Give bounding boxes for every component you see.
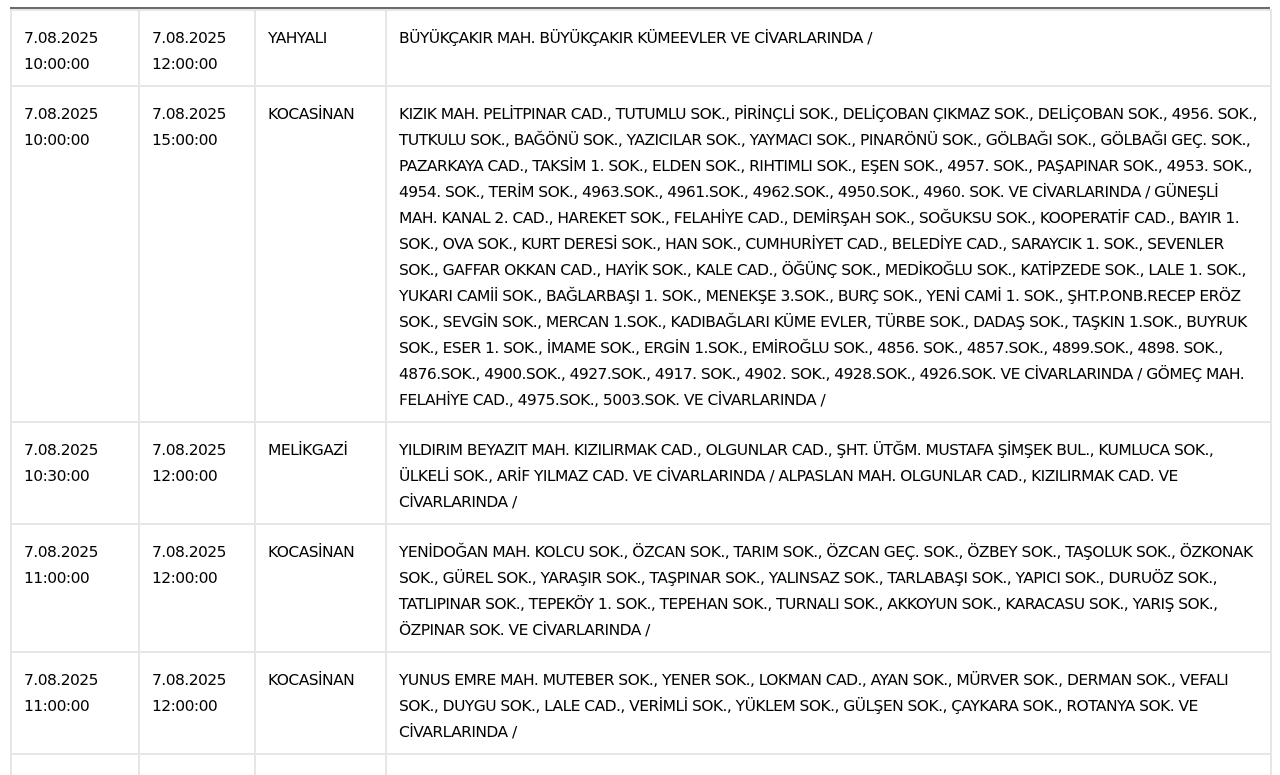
start-datetime-cell <box>11 86 139 422</box>
power-outage-table <box>10 9 1272 775</box>
end-date: 7.08.2025 <box>152 105 226 123</box>
start-time: 10:00:00 <box>24 131 90 149</box>
start-datetime-cell <box>11 422 139 524</box>
start-date: 7.08.2025 <box>24 543 98 561</box>
end-datetime-cell <box>139 652 255 754</box>
start-time: 11:00:00 <box>24 697 90 715</box>
table-row <box>11 10 1271 86</box>
affected-streets-cell: YILDIRIM BEYAZIT MAH. KIZILIRMAK CAD., OLGUNLAR CAD., ŞHT. ÜTĞM. MUSTAFA ŞİMŞEK BUL., KUMLUCA SOK., ÜLKELİ SOK., ARİF YILMAZ CAD. VE CİVARLARINDA / ALPASLAN MAH. OLGUNLAR CAD., KIZILIRMAK CAD. VE CİVARLARINDA / <box>386 422 1271 524</box>
empty-cell <box>11 754 139 775</box>
affected-streets-cell: KIZIK MAH. PELİTPINAR CAD., TUTUMLU SOK., PİRİNÇLİ SOK., DELİÇOBAN ÇIKMAZ SOK., DELİÇOBAN SOK., 4956. SOK., TUTKULU SOK., BAĞÖNÜ SOK., YAZICILAR SOK., YAYMACI SOK., PINARÖNÜ SOK., GÖLBAĞI SOK., GÖLBAĞI GEÇ. SOK., PAZARKAYA CAD., TAKSİM 1. SOK., ELDEN SOK., RIHTIMLI SOK., EŞEN SOK., 4957. SOK., PAŞAPINAR SOK., 4953. SOK., 4954. SOK., TERİM SOK., 4963.SOK., 4961.SOK., 4962.SOK., 4950.SOK., 4960. SOK. VE CİVARLARINDA / GÜNEŞLİ MAH. KANAL 2. CAD., HAREKET SOK., FELAHİYE CAD., DEMİRŞAH SOK., SOĞUKSU SOK., KOOPERATİF CAD., BAYIR 1. SOK., OVA SOK., KURT DERESİ SOK., HAN SOK., CUMHURİYET CAD., BELEDİYE CAD., SARAYCIK 1. SOK., SEVENLER SOK., GAFFAR OKKAN CAD., HAYİK SOK., KALE CAD., ÖĞÜNÇ SOK., MEDİKOĞLU SOK., KATİPZEDE SOK., LALE 1. SOK., YUKARI CAMİİ SOK., BAĞLARBAŞI 1. SOK., MENEKŞE 3.SOK., BURÇ SOK., YENİ CAMİ 1. SOK., ŞHT.P.ONB.RECEP ERÖZ SOK., SEVGİN SOK., MERCAN 1.SOK., KADIBAĞLARI KÜME EVLER, TÜRBE SOK., DADAŞ SOK., TAŞKIN 1.SOK., BUYRUK SOK., ESER 1. SOK., İMAME SOK., ERGİN 1.SOK., EMİROĞLU SOK., 4856. SOK., 4857.SOK., 4899.SOK., 4898. SOK., 4876.SOK., 4900.SOK., 4927.SOK., 4917. SOK., 4902. SOK., 4928.SOK., 4926.SOK. VE CİVARLARINDA / GÖMEÇ MAH. FELAHİYE CAD., 4975.SOK., 5003.SOK. VE CİVARLARINDA / <box>386 86 1271 422</box>
empty-cell <box>139 754 255 775</box>
district-cell: KOCASİNAN <box>255 524 386 652</box>
affected-streets-cell: BÜYÜKÇAKIR MAH. BÜYÜKÇAKIR KÜMEEVLER VE CİVARLARINDA / <box>386 10 1271 86</box>
affected-streets-cell: YENİDOĞAN MAH. KOLCU SOK., ÖZCAN SOK., TARIM SOK., ÖZCAN GEÇ. SOK., ÖZBEY SOK., TAŞOLUK SOK., ÖZKONAK SOK., GÜREL SOK., YARAŞIR SOK., TAŞPINAR SOK., YALINSAZ SOK., TARLABAŞI SOK., YAPICI SOK., DURUÖZ SOK., TATLIPINAR SOK., TEPEKÖY 1. SOK., TEPEHAN SOK., TURNALI SOK., AKKOYUN SOK., KARACASU SOK., YARIŞ SOK., ÖZPINAR SOK. VE CİVARLARINDA / <box>386 524 1271 652</box>
table-row <box>11 422 1271 524</box>
start-date: 7.08.2025 <box>24 29 98 47</box>
district-cell: KOCASİNAN <box>255 652 386 754</box>
start-datetime-cell <box>11 10 139 86</box>
start-date: 7.08.2025 <box>24 105 98 123</box>
affected-streets-cell: YUNUS EMRE MAH. MUTEBER SOK., YENER SOK., LOKMAN CAD., AYAN SOK., MÜRVER SOK., DERMAN SOK., VEFALI SOK., DUYGU SOK., LALE CAD., VERİMLİ SOK., YÜKLEM SOK., GÜLŞEN SOK., ÇAYKARA SOK., ROTANYA SOK. VE CİVARLARINDA / <box>386 652 1271 754</box>
table-row-cut-off <box>11 754 1271 775</box>
end-time: 12:00:00 <box>152 55 218 73</box>
start-date: 7.08.2025 <box>24 671 98 689</box>
start-time: 10:00:00 <box>24 55 90 73</box>
table-row <box>11 652 1271 754</box>
district-cell: KOCASİNAN <box>255 86 386 422</box>
end-datetime-cell <box>139 86 255 422</box>
end-date: 7.08.2025 <box>152 29 226 47</box>
start-date: 7.08.2025 <box>24 441 98 459</box>
table-row <box>11 524 1271 652</box>
end-datetime-cell <box>139 524 255 652</box>
empty-cell <box>255 754 386 775</box>
start-time: 11:00:00 <box>24 569 90 587</box>
start-datetime-cell <box>11 652 139 754</box>
start-time: 10:30:00 <box>24 467 90 485</box>
end-time: 15:00:00 <box>152 131 218 149</box>
table-row <box>11 86 1271 422</box>
end-datetime-cell <box>139 422 255 524</box>
district-cell: YAHYALI <box>255 10 386 86</box>
end-datetime-cell <box>139 10 255 86</box>
start-datetime-cell <box>11 524 139 652</box>
end-date: 7.08.2025 <box>152 543 226 561</box>
district-cell: MELİKGAZİ <box>255 422 386 524</box>
empty-cell <box>386 754 1271 775</box>
end-time: 12:00:00 <box>152 467 218 485</box>
end-time: 12:00:00 <box>152 569 218 587</box>
end-time: 12:00:00 <box>152 697 218 715</box>
end-date: 7.08.2025 <box>152 441 226 459</box>
end-date: 7.08.2025 <box>152 671 226 689</box>
